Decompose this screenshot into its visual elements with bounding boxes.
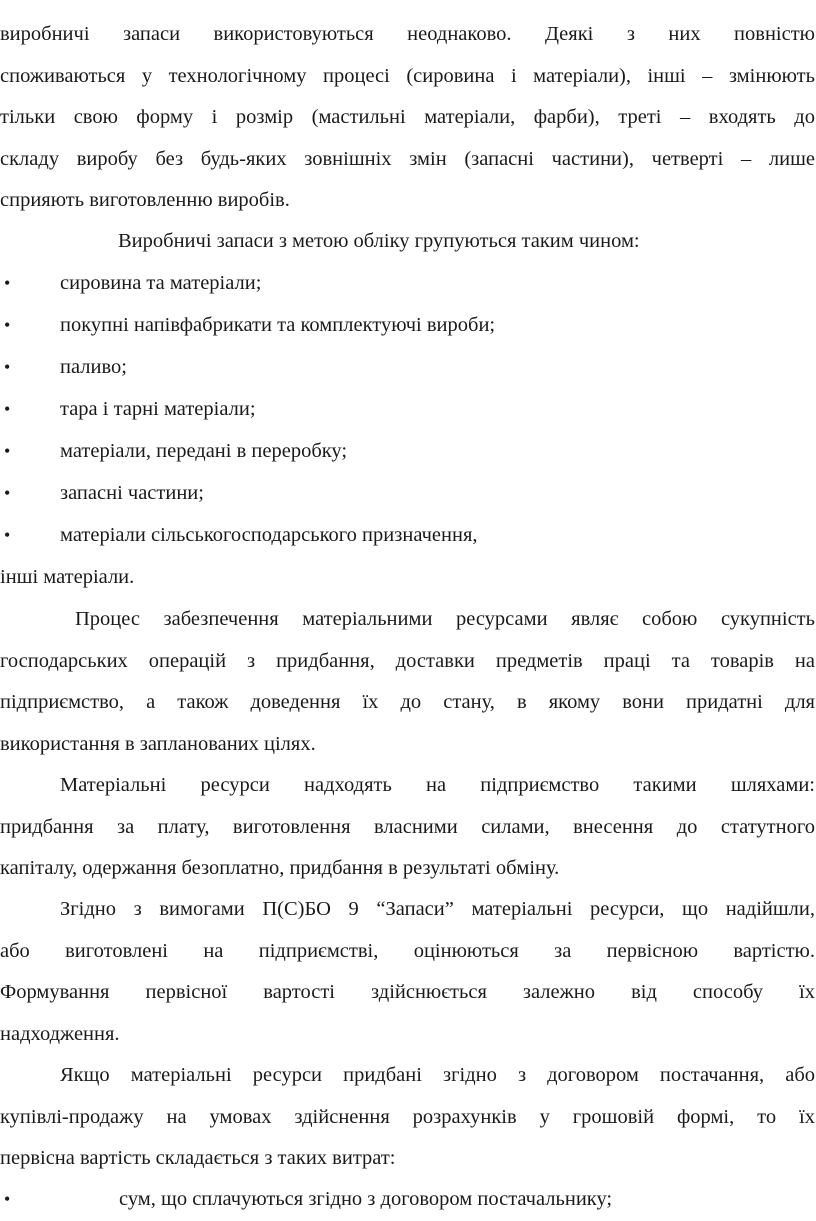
bullet-icon: •: [4, 441, 11, 461]
text-line: або виготовлені на підприємстві, оцінюються за первісною вартістю.: [0, 939, 815, 962]
list-item-text: тара і тарні матеріали;: [60, 398, 256, 420]
list-item-text: покупні напівфабрикати та комплектуючі вироби;: [60, 314, 496, 336]
text-line: Формування первісної вартості здійснюється залежно від способу їх: [0, 981, 815, 1003]
text-line: тільки свою форму і розмір (мастильні матеріали, фарби), треті – входять до: [0, 106, 815, 128]
list-item: [0, 389, 816, 431]
list-item: [0, 263, 816, 305]
list-item: [0, 1179, 816, 1221]
text-line: Процес забезпечення матеріальними ресурсами являє собою сукупність: [75, 608, 815, 630]
bullet-icon: •: [4, 1189, 11, 1209]
bullet-icon: •: [4, 525, 11, 545]
grouping-intro: Виробничі запаси з метою обліку групуються таким чином:: [118, 230, 640, 252]
list-item-text: матеріали, передані в переробку;: [60, 440, 348, 462]
other-materials-line: інші матеріали.: [0, 566, 135, 588]
text-line: Згідно з вимогами П(С)БО 9 “Запаси” матеріальні ресурси, що надійшли,: [60, 898, 815, 920]
paragraph-material-supply-process: [0, 599, 815, 765]
list-item-text: паливо;: [60, 356, 127, 378]
list-item: [0, 515, 816, 557]
paragraph-production-stocks-usage: [0, 14, 815, 222]
text-line: Якщо матеріальні ресурси придбані згідно з договором постачання, або: [60, 1064, 815, 1086]
text-line: підприємство, а також доведення їх до стану, в якому вони придатні для: [0, 691, 815, 713]
text-line: споживаються у технологічному процесі (сировина і матеріали), інші – змінюють: [0, 64, 815, 87]
bullet-icon: •: [4, 357, 11, 377]
list-item-text: запасні частини;: [60, 482, 204, 504]
text-line: складу виробу без будь-яких зовнішніх змін (запасні частини), четверті – лише: [0, 147, 815, 170]
text-line: господарських операцій з придбання, доставки предметів праці та товарів на: [0, 649, 815, 672]
list-item-text: сум, що сплачуються згідно з договором постачальнику;: [119, 1188, 613, 1210]
list-item-text: сировина та матеріали;: [60, 272, 262, 294]
bullet-icon: •: [4, 273, 11, 293]
paragraph-initial-cost-valuation: [0, 889, 815, 1055]
bullet-icon: •: [4, 315, 11, 335]
paragraph-material-resource-sources: [0, 765, 815, 890]
text-line: купівлі-продажу на умовах здійснення розрахунків у грошовій формі, то їх: [0, 1105, 815, 1128]
text-line: придбання за плату, виготовлення власними силами, внесення до статутного: [0, 815, 815, 838]
text-line: первісна вартість складається з таких витрат:: [0, 1147, 396, 1169]
text-line: Матеріальні ресурси надходять на підприємство такими шляхами:: [60, 774, 815, 796]
text-line: надходження.: [0, 1022, 120, 1045]
text-line: виробничі запаси використовуються неоднаково. Деякі з них повністю: [0, 23, 815, 45]
list-item: [0, 347, 816, 389]
list-item: [0, 473, 816, 515]
list-item: [0, 305, 816, 347]
text-line: капіталу, одержання безоплатно, придбання в результаті обміну.: [0, 857, 560, 879]
text-line: використання в запланованих цілях.: [0, 732, 316, 755]
bullet-icon: •: [4, 399, 11, 419]
list-item: [0, 431, 816, 473]
paragraph-purchase-agreement-costs: [0, 1055, 815, 1180]
list-item-text: матеріали сільськогосподарського призначення,: [60, 524, 478, 546]
bullet-icon: •: [4, 483, 11, 503]
text-line: сприяють виготовленню виробів.: [0, 189, 290, 211]
